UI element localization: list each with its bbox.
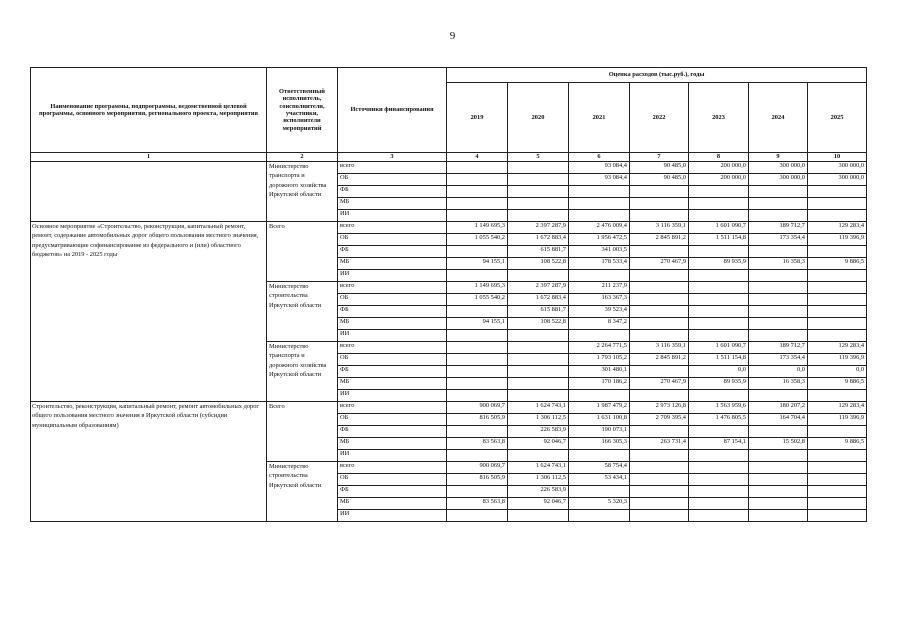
- value-cell: 173 354,4: [749, 234, 808, 246]
- value-cell: 300 000,0: [749, 162, 808, 174]
- value-cell: [749, 246, 808, 258]
- value-cell: [630, 318, 689, 330]
- source-cell: ФБ: [338, 486, 447, 498]
- value-cell: [630, 330, 689, 342]
- value-cell: [630, 462, 689, 474]
- value-cell: [689, 246, 749, 258]
- header-executor: Ответственный исполнитель, соисполнители, участники, исполнители мероприятий: [267, 68, 338, 153]
- source-cell: ОБ: [338, 474, 447, 486]
- value-cell: [749, 426, 808, 438]
- value-cell: 263 731,4: [630, 438, 689, 450]
- value-cell: [569, 390, 630, 402]
- value-cell: 0,0: [689, 366, 749, 378]
- value-cell: 270 467,9: [630, 378, 689, 390]
- value-cell: [808, 210, 867, 222]
- value-cell: 3 116 359,1: [630, 222, 689, 234]
- source-cell: всего: [338, 342, 447, 354]
- value-cell: [808, 282, 867, 294]
- value-cell: 200 000,0: [689, 174, 749, 186]
- value-cell: [749, 306, 808, 318]
- activity-name-cell: [31, 162, 267, 222]
- value-cell: [508, 174, 569, 186]
- executor-cell: Министерство строительства Иркутской области: [267, 462, 338, 522]
- value-cell: [689, 498, 749, 510]
- value-cell: [630, 186, 689, 198]
- value-cell: [447, 210, 508, 222]
- value-cell: [447, 162, 508, 174]
- value-cell: [689, 306, 749, 318]
- value-cell: [808, 270, 867, 282]
- value-cell: 119 396,9: [808, 234, 867, 246]
- value-cell: [808, 486, 867, 498]
- value-cell: 89 935,9: [689, 258, 749, 270]
- value-cell: [808, 450, 867, 462]
- value-cell: [447, 366, 508, 378]
- value-cell: [630, 210, 689, 222]
- value-cell: [808, 306, 867, 318]
- source-cell: ОБ: [338, 414, 447, 426]
- header-source: Источники финансирования: [338, 68, 447, 153]
- value-cell: 15 502,8: [749, 438, 808, 450]
- value-cell: [689, 282, 749, 294]
- value-cell: 300 000,0: [808, 174, 867, 186]
- value-cell: [569, 186, 630, 198]
- value-cell: 200 000,0: [689, 162, 749, 174]
- value-cell: [689, 270, 749, 282]
- executor-cell: Министерство транспорта и дорожного хозяйства Иркутской области: [267, 342, 338, 402]
- value-cell: [447, 426, 508, 438]
- value-cell: [630, 474, 689, 486]
- value-cell: [689, 426, 749, 438]
- value-cell: 615 881,7: [508, 306, 569, 318]
- value-cell: 16 358,3: [749, 378, 808, 390]
- value-cell: 1 793 105,2: [569, 354, 630, 366]
- value-cell: [508, 342, 569, 354]
- value-cell: [630, 198, 689, 210]
- value-cell: 300 000,0: [749, 174, 808, 186]
- value-cell: [630, 366, 689, 378]
- value-cell: [569, 486, 630, 498]
- value-cell: 2 264 771,5: [569, 342, 630, 354]
- value-cell: [447, 354, 508, 366]
- value-cell: [808, 462, 867, 474]
- value-cell: 2 973 126,8: [630, 402, 689, 414]
- value-cell: [508, 510, 569, 522]
- executor-cell: Всего: [267, 402, 338, 462]
- column-number: 10: [808, 153, 867, 162]
- value-cell: [808, 330, 867, 342]
- value-cell: 92 046,7: [508, 438, 569, 450]
- page-number: 9: [449, 30, 456, 42]
- value-cell: 189 712,7: [749, 342, 808, 354]
- value-cell: 129 283,4: [808, 342, 867, 354]
- value-cell: 93 084,4: [569, 174, 630, 186]
- value-cell: 83 563,8: [447, 438, 508, 450]
- value-cell: [630, 306, 689, 318]
- value-cell: 1 055 540,2: [447, 234, 508, 246]
- value-cell: [508, 378, 569, 390]
- value-cell: [569, 510, 630, 522]
- value-cell: [569, 270, 630, 282]
- source-cell: МБ: [338, 438, 447, 450]
- value-cell: 1 149 695,3: [447, 282, 508, 294]
- value-cell: [749, 294, 808, 306]
- value-cell: 173 354,4: [749, 354, 808, 366]
- value-cell: [689, 510, 749, 522]
- value-cell: 58 754,4: [569, 462, 630, 474]
- value-cell: [508, 354, 569, 366]
- source-cell: ИИ: [338, 450, 447, 462]
- value-cell: [569, 198, 630, 210]
- source-cell: ИИ: [338, 270, 447, 282]
- executor-cell: Министерство транспорта и дорожного хозяйства Иркутской области: [267, 162, 338, 222]
- source-cell: МБ: [338, 378, 447, 390]
- source-cell: МБ: [338, 318, 447, 330]
- activity-name-cell: Основное мероприятие «Строительство, реконструкция, капитальный ремонт, ремонт, содержание автомобильных дорог общего пользования местного значения, предусматривающие софинансирование из федерального и (или) областного бюджетов» на 2019 - 2025 годы: [31, 222, 267, 402]
- value-cell: 1 306 112,5: [508, 414, 569, 426]
- value-cell: [447, 174, 508, 186]
- value-cell: [808, 186, 867, 198]
- value-cell: 90 485,0: [630, 174, 689, 186]
- value-cell: [689, 318, 749, 330]
- value-cell: [749, 198, 808, 210]
- value-cell: 129 283,4: [808, 402, 867, 414]
- value-cell: 8 347,2: [569, 318, 630, 330]
- source-cell: ИИ: [338, 510, 447, 522]
- value-cell: 166 305,3: [569, 438, 630, 450]
- value-cell: 2 845 891,2: [630, 354, 689, 366]
- value-cell: [749, 450, 808, 462]
- value-cell: 1 149 695,3: [447, 222, 508, 234]
- value-cell: 226 583,9: [508, 426, 569, 438]
- source-cell: МБ: [338, 198, 447, 210]
- value-cell: [689, 462, 749, 474]
- value-cell: [630, 294, 689, 306]
- value-cell: 108 522,8: [508, 258, 569, 270]
- value-cell: [749, 498, 808, 510]
- value-cell: [630, 426, 689, 438]
- value-cell: 3 116 359,1: [630, 342, 689, 354]
- executor-cell: Министерство строительства Иркутской области: [267, 282, 338, 342]
- value-cell: 89 935,9: [689, 378, 749, 390]
- value-cell: [808, 246, 867, 258]
- value-cell: 9 886,5: [808, 258, 867, 270]
- value-cell: [447, 246, 508, 258]
- value-cell: 1 601 090,7: [689, 342, 749, 354]
- value-cell: [749, 474, 808, 486]
- value-cell: [808, 426, 867, 438]
- value-cell: [508, 186, 569, 198]
- source-cell: всего: [338, 222, 447, 234]
- value-cell: [630, 390, 689, 402]
- source-cell: ОБ: [338, 294, 447, 306]
- budget-table: [30, 67, 867, 522]
- value-cell: [689, 330, 749, 342]
- value-cell: [447, 510, 508, 522]
- value-cell: [749, 486, 808, 498]
- column-number: 3: [338, 153, 447, 162]
- value-cell: 39 523,4: [569, 306, 630, 318]
- value-cell: 1 563 959,6: [689, 402, 749, 414]
- value-cell: [569, 330, 630, 342]
- value-cell: 83 563,8: [447, 498, 508, 510]
- value-cell: [749, 510, 808, 522]
- value-cell: [630, 510, 689, 522]
- source-cell: ФБ: [338, 306, 447, 318]
- value-cell: [749, 186, 808, 198]
- value-cell: 1 511 154,8: [689, 234, 749, 246]
- column-number-row: [31, 153, 867, 162]
- header-year: 2020: [508, 83, 569, 153]
- value-cell: [808, 474, 867, 486]
- value-cell: 1 987 479,2: [569, 402, 630, 414]
- value-cell: 129 283,4: [808, 222, 867, 234]
- value-cell: 16 358,3: [749, 258, 808, 270]
- value-cell: [689, 486, 749, 498]
- value-cell: 2 397 287,9: [508, 222, 569, 234]
- value-cell: [630, 450, 689, 462]
- value-cell: [749, 210, 808, 222]
- source-cell: всего: [338, 402, 447, 414]
- value-cell: 300 000,0: [808, 162, 867, 174]
- value-cell: 1 306 112,5: [508, 474, 569, 486]
- value-cell: 0,0: [808, 366, 867, 378]
- table-row: [31, 402, 867, 414]
- value-cell: 180 207,2: [749, 402, 808, 414]
- value-cell: 93 084,4: [569, 162, 630, 174]
- value-cell: 9 886,5: [808, 438, 867, 450]
- header-estimate: Оценка расходов (тыс.руб.), годы: [447, 68, 867, 83]
- table-row: [31, 162, 867, 174]
- header-year: 2022: [630, 83, 689, 153]
- column-number: 5: [508, 153, 569, 162]
- value-cell: [689, 210, 749, 222]
- value-cell: [808, 318, 867, 330]
- value-cell: 1 476 805,5: [689, 414, 749, 426]
- source-cell: ФБ: [338, 246, 447, 258]
- value-cell: [508, 210, 569, 222]
- value-cell: [808, 390, 867, 402]
- value-cell: [630, 270, 689, 282]
- value-cell: [508, 366, 569, 378]
- value-cell: 94 155,1: [447, 258, 508, 270]
- value-cell: [569, 210, 630, 222]
- value-cell: 1 624 743,1: [508, 462, 569, 474]
- header-year: 2025: [808, 83, 867, 153]
- table-row: [31, 222, 867, 234]
- value-cell: [447, 486, 508, 498]
- value-cell: 170 186,2: [569, 378, 630, 390]
- value-cell: 190 073,1: [569, 426, 630, 438]
- table-body: [31, 162, 867, 522]
- value-cell: 816 505,9: [447, 414, 508, 426]
- value-cell: [689, 390, 749, 402]
- value-cell: [689, 450, 749, 462]
- column-number: 8: [689, 153, 749, 162]
- value-cell: [508, 270, 569, 282]
- value-cell: 900 069,7: [447, 462, 508, 474]
- value-cell: [447, 390, 508, 402]
- value-cell: 1 672 883,4: [508, 234, 569, 246]
- source-cell: МБ: [338, 498, 447, 510]
- value-cell: 1 956 472,5: [569, 234, 630, 246]
- value-cell: [689, 474, 749, 486]
- value-cell: 615 881,7: [508, 246, 569, 258]
- value-cell: 2 397 287,9: [508, 282, 569, 294]
- value-cell: 108 522,8: [508, 318, 569, 330]
- source-cell: МБ: [338, 258, 447, 270]
- header-name: Наименование программы, подпрограммы, ведомственной целевой программы, основного мероприятия, регионального проекта, мероприятия: [31, 68, 267, 153]
- value-cell: [508, 198, 569, 210]
- value-cell: [508, 162, 569, 174]
- value-cell: [749, 462, 808, 474]
- value-cell: [749, 318, 808, 330]
- source-cell: ОБ: [338, 354, 447, 366]
- value-cell: [749, 270, 808, 282]
- source-cell: всего: [338, 282, 447, 294]
- value-cell: [447, 330, 508, 342]
- value-cell: 1 672 883,4: [508, 294, 569, 306]
- value-cell: 163 367,3: [569, 294, 630, 306]
- source-cell: ОБ: [338, 174, 447, 186]
- value-cell: [808, 198, 867, 210]
- value-cell: [508, 330, 569, 342]
- value-cell: 341 003,5: [569, 246, 630, 258]
- header-row-main: [31, 68, 867, 83]
- value-cell: 9 886,5: [808, 378, 867, 390]
- source-cell: всего: [338, 462, 447, 474]
- value-cell: [447, 186, 508, 198]
- value-cell: [749, 330, 808, 342]
- value-cell: 1 601 090,7: [689, 222, 749, 234]
- value-cell: [630, 498, 689, 510]
- column-number: 1: [31, 153, 267, 162]
- source-cell: ФБ: [338, 366, 447, 378]
- value-cell: 270 467,9: [630, 258, 689, 270]
- value-cell: [447, 306, 508, 318]
- value-cell: [447, 198, 508, 210]
- value-cell: [689, 198, 749, 210]
- header-year: 2023: [689, 83, 749, 153]
- executor-cell: Всего: [267, 222, 338, 282]
- value-cell: 5 320,3: [569, 498, 630, 510]
- source-cell: ФБ: [338, 186, 447, 198]
- column-number: 4: [447, 153, 508, 162]
- value-cell: 1 055 540,2: [447, 294, 508, 306]
- value-cell: [447, 342, 508, 354]
- column-number: 7: [630, 153, 689, 162]
- value-cell: [689, 186, 749, 198]
- value-cell: 2 709 395,4: [630, 414, 689, 426]
- value-cell: 301 480,1: [569, 366, 630, 378]
- value-cell: 900 069,7: [447, 402, 508, 414]
- value-cell: [749, 282, 808, 294]
- activity-name-cell: Строительство, реконструкция, капитальный ремонт, ремонт автомобильных дорог общего пользования местного значения в Иркутской области (субсидии муниципальным образованиям): [31, 402, 267, 522]
- value-cell: [447, 270, 508, 282]
- value-cell: [630, 246, 689, 258]
- value-cell: [569, 450, 630, 462]
- value-cell: 816 505,9: [447, 474, 508, 486]
- value-cell: 0,0: [749, 366, 808, 378]
- source-cell: ИИ: [338, 330, 447, 342]
- value-cell: 164 704,4: [749, 414, 808, 426]
- value-cell: [447, 378, 508, 390]
- value-cell: 226 583,9: [508, 486, 569, 498]
- value-cell: [808, 294, 867, 306]
- value-cell: 1 511 154,8: [689, 354, 749, 366]
- value-cell: [689, 294, 749, 306]
- value-cell: 211 237,9: [569, 282, 630, 294]
- column-number: 2: [267, 153, 338, 162]
- value-cell: [508, 450, 569, 462]
- header-year: 2021: [569, 83, 630, 153]
- value-cell: 94 155,1: [447, 318, 508, 330]
- header-year: 2024: [749, 83, 808, 153]
- value-cell: 189 712,7: [749, 222, 808, 234]
- value-cell: [808, 498, 867, 510]
- column-number: 6: [569, 153, 630, 162]
- value-cell: [508, 390, 569, 402]
- value-cell: 2 845 891,2: [630, 234, 689, 246]
- header-year: 2019: [447, 83, 508, 153]
- column-number: 9: [749, 153, 808, 162]
- value-cell: 90 485,0: [630, 162, 689, 174]
- value-cell: 53 434,1: [569, 474, 630, 486]
- source-cell: ИИ: [338, 210, 447, 222]
- value-cell: [630, 486, 689, 498]
- value-cell: 1 631 100,8: [569, 414, 630, 426]
- value-cell: [630, 282, 689, 294]
- source-cell: ИИ: [338, 390, 447, 402]
- value-cell: 2 476 009,4: [569, 222, 630, 234]
- value-cell: [808, 510, 867, 522]
- source-cell: ФБ: [338, 426, 447, 438]
- value-cell: [749, 390, 808, 402]
- source-cell: всего: [338, 162, 447, 174]
- value-cell: 87 154,1: [689, 438, 749, 450]
- value-cell: 1 624 743,1: [508, 402, 569, 414]
- value-cell: 178 533,4: [569, 258, 630, 270]
- value-cell: 119 396,9: [808, 414, 867, 426]
- value-cell: 92 046,7: [508, 498, 569, 510]
- value-cell: [447, 450, 508, 462]
- value-cell: 119 396,9: [808, 354, 867, 366]
- source-cell: ОБ: [338, 234, 447, 246]
